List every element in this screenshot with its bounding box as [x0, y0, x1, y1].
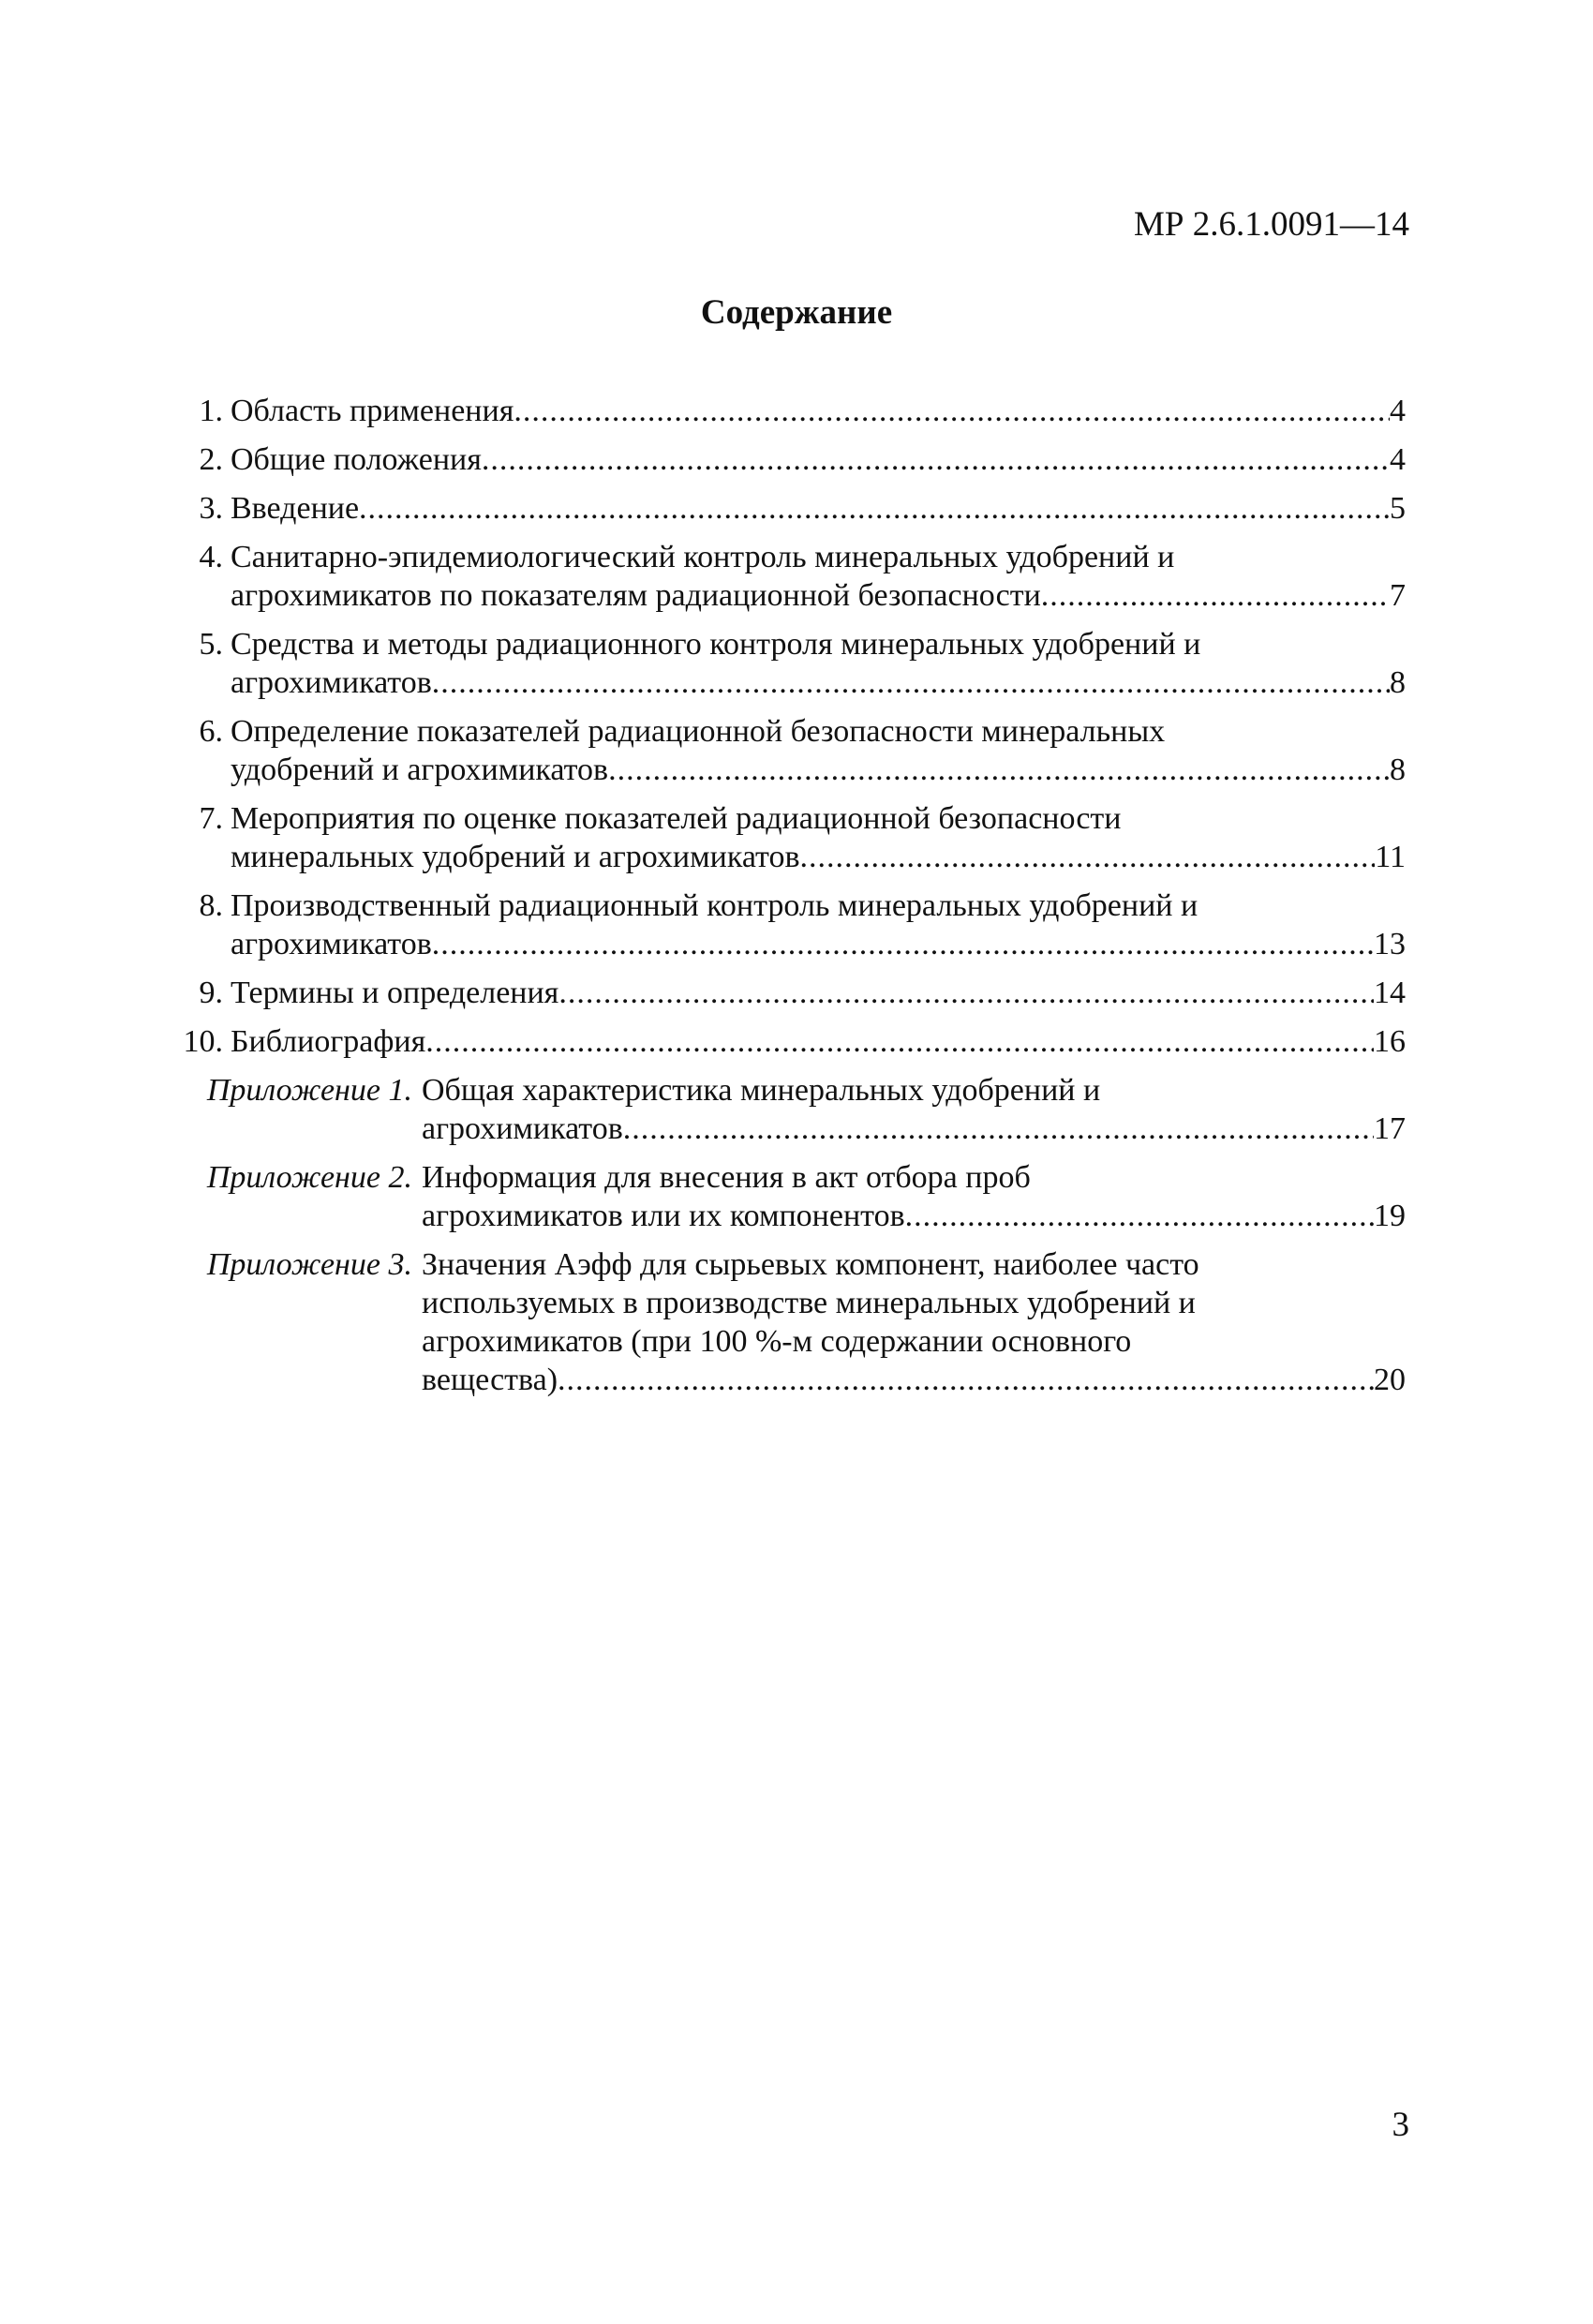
toc-entry — [157, 712, 1406, 789]
toc-entry — [157, 625, 1406, 702]
toc-entry — [157, 886, 1406, 963]
toc-entry-number: 1. — [199, 394, 223, 428]
toc-entry-last-line — [231, 576, 1406, 615]
toc-entry-line: Определение показателей радиационной безопасности минеральных — [231, 714, 1166, 749]
dot-leader — [359, 489, 1390, 528]
toc-entry-text — [231, 625, 1406, 702]
toc-page-number: 11 — [1375, 840, 1406, 874]
toc-entry-last-line — [231, 925, 1406, 963]
toc-entry-line: Санитарно-эпидемиологический контроль минеральных удобрений и — [231, 540, 1175, 574]
toc-entry — [157, 974, 1406, 1012]
toc-page-number: 4 — [1390, 442, 1406, 477]
toc-entry-last-line — [231, 751, 1406, 789]
dot-leader — [558, 1361, 1374, 1399]
toc-entry-last-line — [231, 392, 1406, 430]
toc-entry-line: агрохимикатов — [422, 1111, 623, 1146]
toc-page-number: 7 — [1390, 578, 1406, 613]
toc-entry-line: Введение — [231, 491, 360, 526]
toc-entry-line: Термины и определения — [231, 976, 559, 1010]
toc-page-number: 20 — [1374, 1363, 1406, 1397]
toc-entry-number: 3. — [199, 491, 223, 526]
toc-entry — [157, 799, 1406, 876]
toc-entry-line: агрохимикатов — [231, 927, 432, 961]
toc-entry — [157, 538, 1406, 615]
appendix-label: Приложение 1. — [206, 1073, 412, 1108]
toc-entry-line: Общая характеристика минеральных удобрений и — [422, 1073, 1101, 1108]
toc-entry-text — [231, 489, 1406, 528]
toc-entry-line: Информация для внесения в акт отбора проб — [422, 1160, 1031, 1195]
toc-entry-last-line — [422, 1110, 1406, 1148]
dot-leader — [558, 974, 1374, 1012]
toc-entry-last-line — [231, 974, 1406, 1012]
toc-entry-text — [231, 392, 1406, 430]
toc-entry-last-line — [422, 1361, 1406, 1399]
toc-entry — [157, 1158, 1406, 1235]
toc-page-number: 8 — [1390, 665, 1406, 700]
toc-entry-line: вещества) — [422, 1363, 558, 1397]
page-number: 3 — [1392, 2106, 1409, 2144]
appendix-label: Приложение 2. — [206, 1160, 412, 1195]
toc-entry-number: 7. — [199, 801, 223, 836]
toc-page-number: 5 — [1390, 491, 1406, 526]
toc-entry-text — [231, 712, 1406, 789]
toc-entry-line: Общие положения — [231, 442, 482, 477]
dot-leader — [905, 1197, 1374, 1235]
toc-entry-number: 2. — [199, 442, 223, 477]
toc-entry-last-line — [231, 440, 1406, 479]
toc-entry-last-line — [231, 489, 1406, 528]
toc-entry — [157, 1022, 1406, 1061]
toc-entry — [157, 440, 1406, 479]
toc-entry-text — [231, 886, 1406, 963]
dot-leader — [623, 1110, 1374, 1148]
toc-entry-text — [231, 799, 1406, 876]
toc-page-number: 14 — [1374, 976, 1406, 1010]
page-title: Содержание — [700, 293, 893, 332]
toc-page-number: 13 — [1374, 927, 1406, 961]
dot-leader — [608, 751, 1390, 789]
toc-entry-text — [231, 1022, 1406, 1061]
table-of-contents — [157, 392, 1406, 1409]
toc-entry-number: 10. — [183, 1024, 223, 1059]
toc-entry-line: удобрений и агрохимикатов — [231, 752, 609, 787]
toc-entry-number: 4. — [199, 540, 223, 574]
toc-entry-line: агрохимикатов или их компонентов — [422, 1199, 905, 1233]
toc-entry-text — [422, 1245, 1406, 1399]
toc-entry-last-line — [231, 663, 1406, 702]
toc-entry-text — [231, 440, 1406, 479]
toc-entry — [157, 1071, 1406, 1148]
toc-page-number: 4 — [1390, 394, 1406, 428]
toc-entry-line: Значения Aэфф для сырьевых компонент, наиболее часто — [422, 1247, 1199, 1282]
toc-entry — [157, 489, 1406, 528]
toc-entry-line: Область применения — [231, 394, 514, 428]
toc-entry-number: 6. — [199, 714, 223, 749]
appendix-label: Приложение 3. — [206, 1247, 412, 1282]
toc-entry-line: агрохимикатов (при 100 %-м содержании основного — [422, 1324, 1132, 1359]
toc-entry-number: 8. — [199, 888, 223, 923]
toc-entry-line: Мероприятия по оценке показателей радиационной безопасности — [231, 801, 1122, 836]
toc-page-number: 8 — [1390, 752, 1406, 787]
toc-entry-line: Производственный радиационный контроль минеральных удобрений и — [231, 888, 1198, 923]
toc-entry-line: Библиография — [231, 1024, 426, 1059]
toc-entry-text — [231, 538, 1406, 615]
toc-entry-last-line — [231, 1022, 1406, 1061]
toc-page-number: 16 — [1374, 1024, 1406, 1059]
dot-leader — [800, 838, 1376, 876]
toc-entry-line: агрохимикатов — [231, 665, 432, 700]
document-code: МР 2.6.1.0091—14 — [1134, 205, 1409, 244]
dot-leader — [1041, 576, 1390, 615]
toc-entry-text — [422, 1158, 1406, 1235]
toc-entry-line: агрохимикатов по показателям радиационной безопасности — [231, 578, 1041, 613]
toc-entry-last-line — [422, 1197, 1406, 1235]
toc-entry-number: 5. — [199, 627, 223, 662]
dot-leader — [425, 1022, 1374, 1061]
toc-entry-line: минеральных удобрений и агрохимикатов — [231, 840, 800, 874]
toc-entry-text — [231, 974, 1406, 1012]
dot-leader — [482, 440, 1390, 479]
toc-entry — [157, 1245, 1406, 1399]
dot-leader — [432, 663, 1390, 702]
toc-page-number: 19 — [1374, 1199, 1406, 1233]
toc-entry-line: Средства и методы радиационного контроля минеральных удобрений и — [231, 627, 1201, 662]
toc-page-number: 17 — [1374, 1111, 1406, 1146]
dot-leader — [514, 392, 1390, 430]
toc-entry — [157, 392, 1406, 430]
dot-leader — [432, 925, 1374, 963]
toc-entry-number: 9. — [199, 976, 223, 1010]
toc-entry-last-line — [231, 838, 1406, 876]
toc-entry-line: используемых в производстве минеральных удобрений и — [422, 1286, 1196, 1320]
toc-entry-text — [422, 1071, 1406, 1148]
